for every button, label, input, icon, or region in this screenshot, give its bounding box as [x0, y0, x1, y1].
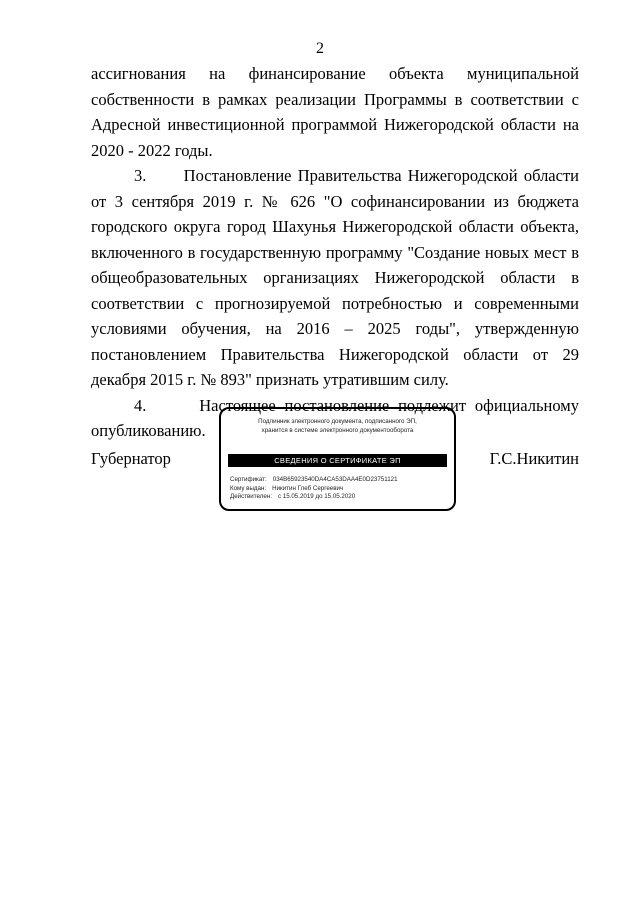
- validity-label: Действителен:: [230, 493, 272, 500]
- paragraph-continuation: ассигнования на финансирование объекта муниципальной собственности в рамках реализации Программы в соответствии с Адресной инвестиционной программой Нижегородской области на 2020 - 2022 годы.: [91, 64, 579, 160]
- electronic-signature-stamp: [219, 407, 456, 511]
- page-number: 2: [316, 40, 324, 57]
- document-body: [91, 61, 579, 444]
- issued-to-value: Никитин Глеб Сергеевич: [272, 484, 344, 492]
- certificate-label: Сертификат:: [230, 476, 267, 483]
- validity-row: [230, 493, 398, 502]
- certificate-row: [230, 476, 398, 485]
- stamp-details: [230, 476, 398, 502]
- signatory-name: Г.С.Никитин: [489, 449, 579, 468]
- issued-to-label: Кому выдан:: [230, 484, 267, 492]
- stamp-note-line-2: хранится в системе электронного документооборота: [261, 427, 414, 434]
- issued-to-row: [230, 485, 398, 494]
- stamp-note: [221, 417, 454, 435]
- validity-value: с 15.05.2019 до 15.05.2020: [277, 493, 356, 500]
- certificate-value: 034B65923540DA4CA53DAA4E0D23751121: [272, 476, 398, 483]
- paragraph-item-3: 3. Постановление Правительства Нижегородской области от 3 сентября 2019 г. № 626 "О софинансировании из бюджета городского округа город Шахунья Нижегородской области объекта, включенного в государственную программу "Создание новых мест в общеобразовательных организациях Нижегородской области в соответствии с прогнозируемой потребностью и современными условиями обучения, на 2016 – 2025 годы", утвержденную постановлением Правительства Нижегородской области от 29 декабря 2015 г. № 893" признать утратившим силу.: [91, 166, 579, 389]
- stamp-header: СВЕДЕНИЯ О СЕРТИФИКАТЕ ЭП: [228, 454, 447, 467]
- signatory-position: Губернатор: [91, 449, 171, 468]
- paragraph-item-4: 4. Настоящее постановление подлежит официальному опубликованию.: [91, 395, 579, 440]
- stamp-note-line-1: Подлинник электронного документа, подписанного ЭП,: [258, 418, 417, 425]
